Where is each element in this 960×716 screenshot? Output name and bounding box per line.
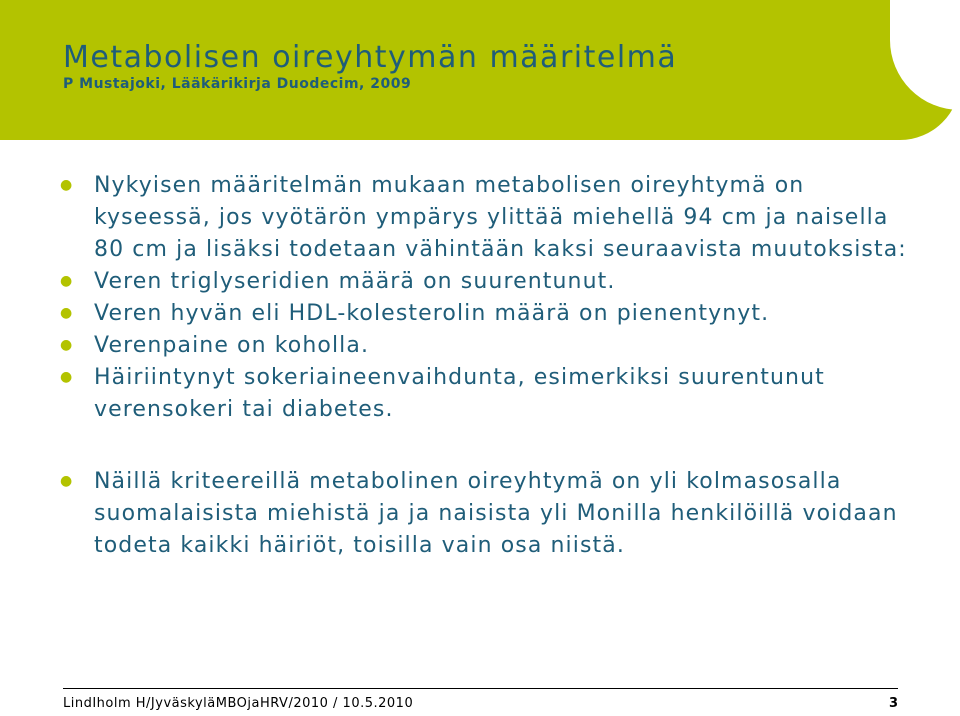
bullet-text: Veren triglyseridien määrä on suurentunut. xyxy=(94,269,616,294)
bullet-dot-icon: ● xyxy=(60,337,74,353)
bullet-text: Veren hyvän eli HDL-kolesterolin määrä on pienentynyt. xyxy=(94,301,770,326)
bullet-dot-icon: ● xyxy=(60,177,74,193)
bullet-item xyxy=(60,266,920,298)
page-number: 3 xyxy=(888,696,898,711)
bullet-item xyxy=(60,466,920,562)
bullet-text: Nykyisen määritelmän mukaan metabolisen oireyhtymä on kyseessä, jos vyötärön ympärys ylittää miehellä 94 cm ja naisella 80 cm ja lisäksi todetaan vähintään kaksi seuraavista muutoksista: xyxy=(94,173,907,262)
bullet-item xyxy=(60,330,920,362)
slide-title: Metabolisen oireyhtymän määritelmä xyxy=(63,40,678,75)
bullet-dot-icon: ● xyxy=(60,473,74,489)
bullet-dot-icon: ● xyxy=(60,273,74,289)
bullet-item xyxy=(60,298,920,330)
bullet-text: Näillä kriteereillä metabolinen oireyhtymä on yli kolmasosalla suomalaisista miehistä ja ja naisista yli Monilla henkilöillä voidaan todeta kaikki häiriöt, toisilla vain osa niistä. xyxy=(94,469,898,558)
bullet-dot-icon: ● xyxy=(60,305,74,321)
footer-source: LindIholm H/JyväskyläMBOjaHRV/2010 / 10.5.2010 xyxy=(63,696,414,711)
bullet-text: Verenpaine on koholla. xyxy=(94,333,370,358)
bullet-text: Häiriintynyt sokeriaineenvaihdunta, esimerkiksi suurentunut verensokeri tai diabetes. xyxy=(94,365,825,422)
footer-divider xyxy=(63,688,898,689)
bullet-list xyxy=(60,170,920,562)
bullet-dot-icon: ● xyxy=(60,369,74,385)
bullet-item xyxy=(60,170,920,266)
slide-subtitle: P Mustajoki, Lääkärikirja Duodecim, 2009 xyxy=(63,76,412,92)
bullet-item xyxy=(60,362,920,426)
